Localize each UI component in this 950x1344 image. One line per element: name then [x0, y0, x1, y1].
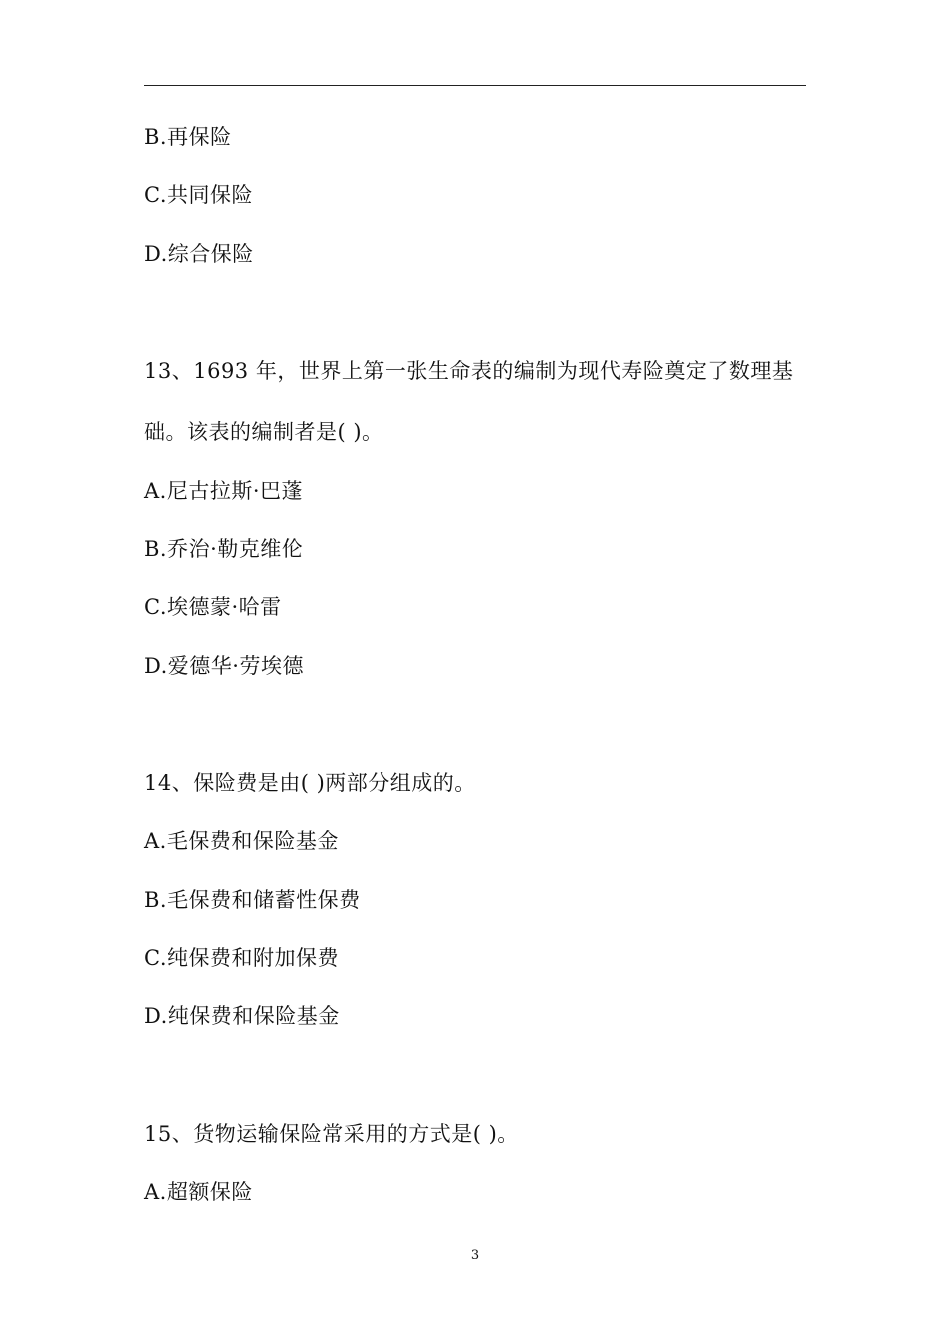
q13-option-c: C.埃德蒙·哈雷 [144, 595, 282, 619]
q15-stem: 15、货物运输保险常采用的方式是( )。 [144, 1122, 519, 1146]
q12-option-b: B.再保险 [144, 125, 232, 149]
q14-stem: 14、保险费是由( )两部分组成的。 [144, 771, 476, 795]
q13-option-a: A.尼古拉斯·巴蓬 [144, 479, 304, 503]
q12-option-d: D.综合保险 [144, 242, 254, 266]
q13-option-d: D.爱德华·劳埃德 [144, 654, 304, 678]
q13-option-b: B.乔治·勒克维伦 [144, 537, 304, 561]
header-rule [144, 85, 806, 86]
q12-option-c: C.共同保险 [144, 183, 253, 207]
page-number: 3 [470, 1248, 480, 1263]
q14-option-b: B.毛保费和储蓄性保费 [144, 888, 361, 912]
q14-option-c: C.纯保费和附加保费 [144, 946, 339, 970]
q14-option-d: D.纯保费和保险基金 [144, 1004, 340, 1028]
q14-option-a: A.毛保费和保险基金 [144, 829, 339, 853]
q13-stem-line2: 础。该表的编制者是( )。 [144, 420, 384, 444]
q13-stem-line1: 13、1693 年，世界上第一张生命表的编制为现代寿险奠定了数理基 [144, 359, 794, 383]
q15-option-a: A.超额保险 [144, 1180, 253, 1204]
